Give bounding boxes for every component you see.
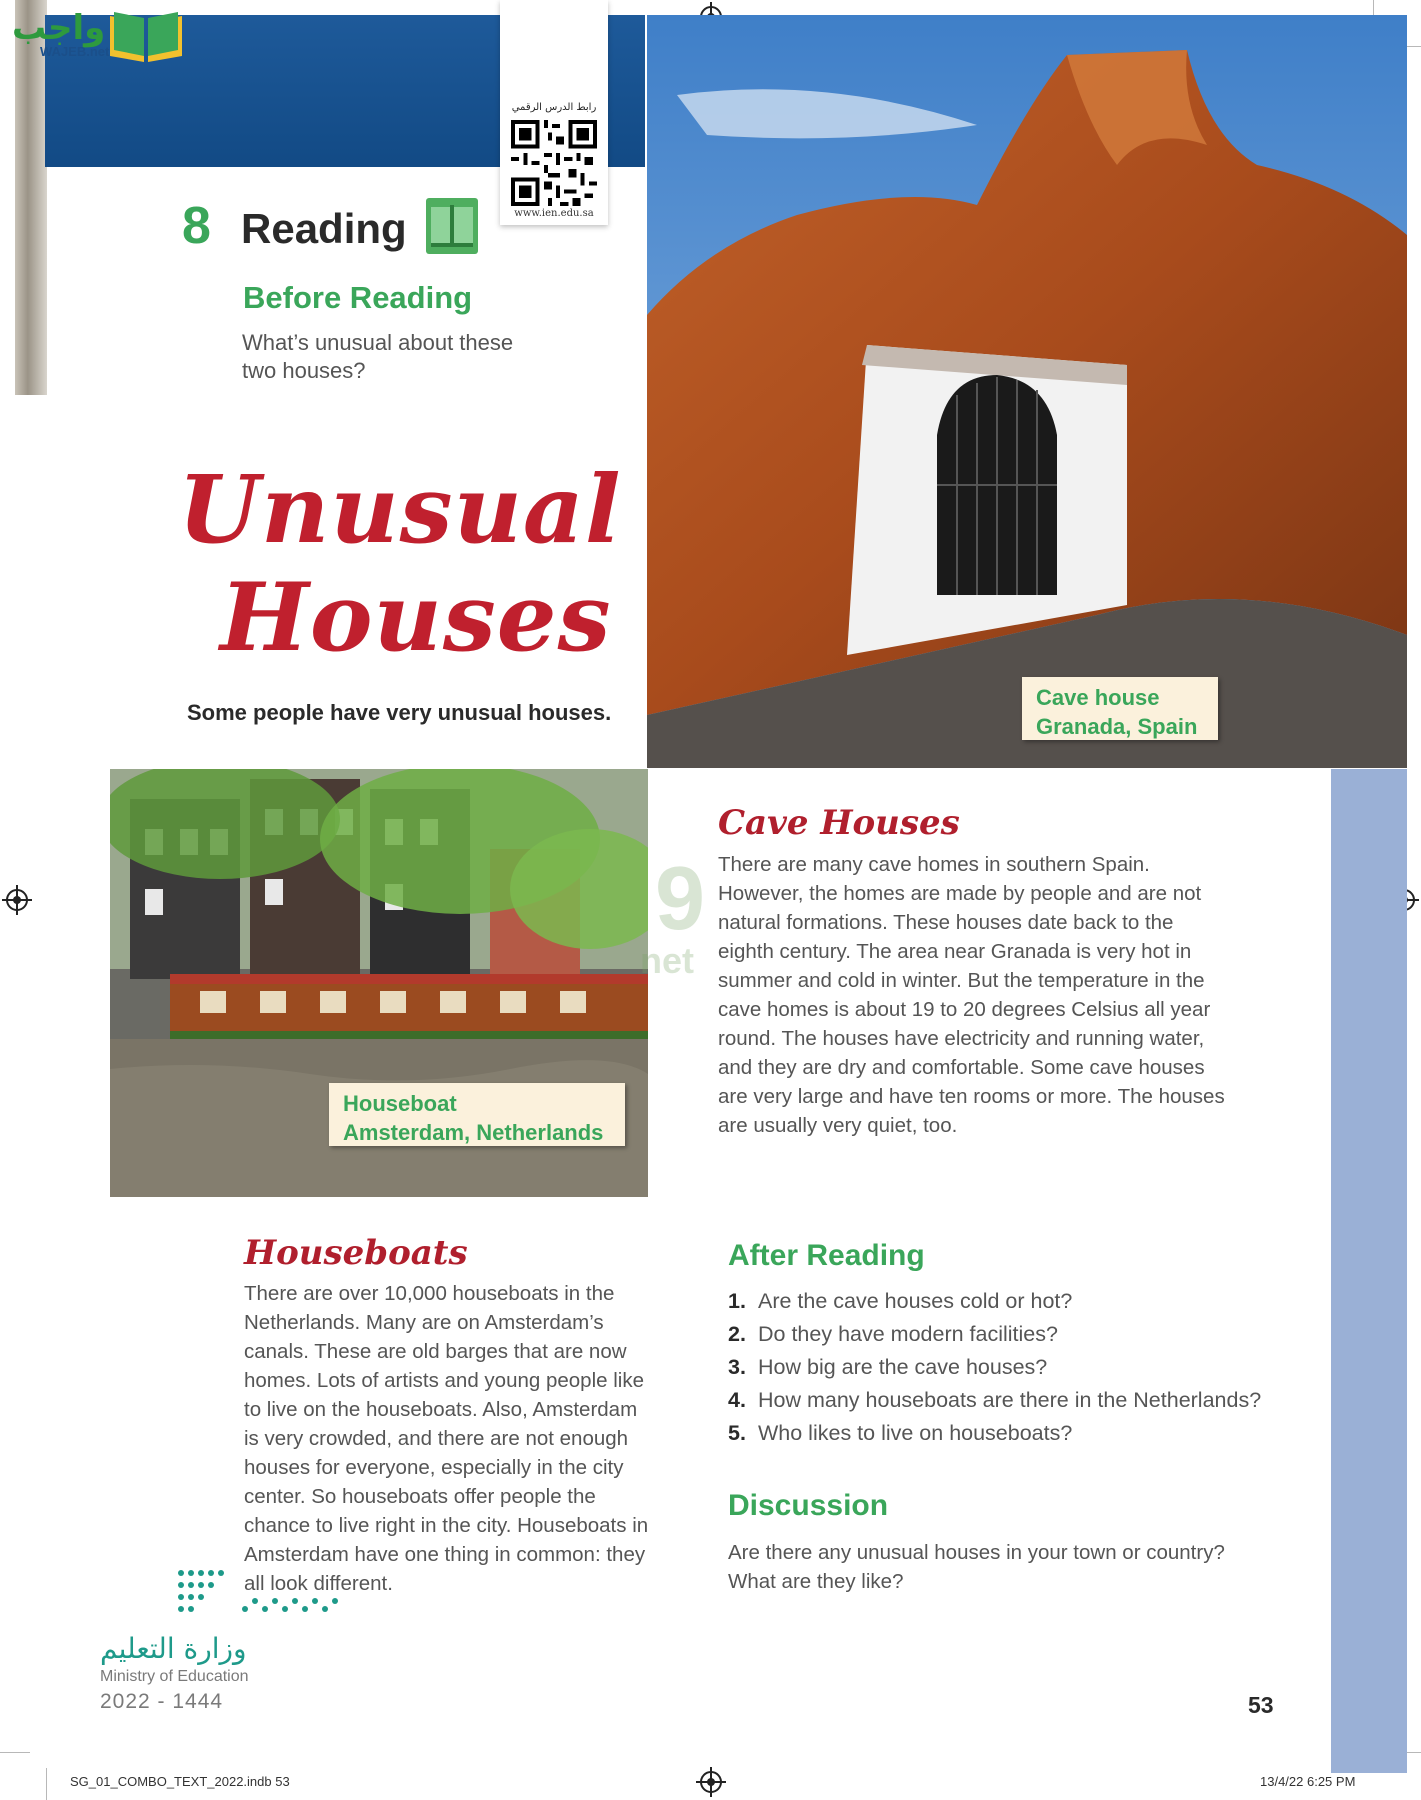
question-item [728, 1417, 1261, 1450]
site-logo-text: واجب [12, 8, 106, 48]
question-item [728, 1351, 1261, 1384]
site-logo-subtext: WAJEB.net [40, 44, 110, 59]
paragraph-line: houses for everyone, especially in the city [244, 1456, 624, 1479]
cave-house-illustration [647, 15, 1407, 768]
paragraph-line: There are over 10,000 houseboats in the [244, 1282, 615, 1305]
registration-mark-bottom [700, 1771, 722, 1793]
paragraph-line: are very large and have ten rooms or more. The houses [718, 1085, 1225, 1108]
cave-houses-title: Cave Houses [718, 803, 960, 843]
before-reading-question-line: What’s unusual about these [242, 330, 514, 355]
paragraph-line: eighth century. The area near Granada is very hot in [718, 940, 1192, 963]
caption-line: Amsterdam, Netherlands [343, 1120, 604, 1145]
houseboats-paragraph [244, 1279, 648, 1598]
digital-lesson-qr-panel[interactable] [500, 0, 608, 225]
caption-line: Granada, Spain [1036, 714, 1198, 739]
paragraph-line: canals. These are old barges that are now [244, 1340, 627, 1363]
paragraph-line: round. The houses have electricity and running water, [718, 1027, 1205, 1050]
paragraph-line: summer and cold in winter. But the temperature in the [718, 969, 1205, 992]
discussion-title: Discussion [728, 1489, 889, 1522]
question-item [728, 1384, 1261, 1417]
article-subtitle: Some people have very unusual houses. [187, 700, 612, 725]
before-reading-title: Before Reading [243, 280, 473, 315]
print-slug-date: 13/4/22 6:25 PM [1260, 1774, 1356, 1789]
paragraph-line: all look different. [244, 1572, 393, 1595]
question-text: Are the cave houses cold or hot? [758, 1289, 1073, 1313]
ministry-year: 2022 - 1444 [100, 1690, 224, 1713]
article-title-line2: Houses [220, 563, 612, 673]
discussion-line: Are there any unusual houses in your town or country? [728, 1541, 1225, 1564]
before-reading-question-line: two houses? [242, 358, 366, 383]
watermark-suffix: net [640, 940, 694, 981]
question-text: How big are the cave houses? [758, 1355, 1048, 1379]
question-number: 5. [728, 1421, 746, 1445]
caption-line: Houseboat [343, 1091, 457, 1116]
paragraph-line: are usually very quiet, too. [718, 1114, 958, 1137]
question-number: 3. [728, 1355, 746, 1379]
unit-label: Reading [241, 205, 407, 252]
page-side-bar [1331, 769, 1407, 1773]
paragraph-line: center. So houseboats offer people the [244, 1485, 596, 1508]
page-number: 53 [1248, 1692, 1274, 1718]
qr-title: رابط الدرس الرقمي [511, 102, 597, 113]
qr-code-icon[interactable] [508, 120, 600, 206]
cave-houses-paragraph [718, 850, 1225, 1140]
after-reading-title: After Reading [728, 1239, 925, 1272]
question-item [728, 1285, 1261, 1318]
after-reading-questions [728, 1285, 1261, 1450]
qr-url[interactable]: www.ien.edu.sa [514, 208, 594, 219]
question-number: 2. [728, 1322, 746, 1346]
paragraph-line: natural formations. These houses date back to the [718, 911, 1174, 934]
unit-number: 8 [182, 197, 211, 255]
paragraph-line: There are many cave homes in southern Spain. [718, 853, 1150, 876]
question-text: Who likes to live on houseboats? [758, 1421, 1073, 1445]
crop-mark-bottom-left [0, 1752, 30, 1753]
question-item [728, 1318, 1261, 1351]
paragraph-line: homes. Lots of artists and young people like [244, 1369, 644, 1392]
paragraph-line: is very crowded, and there are not enough [244, 1427, 629, 1450]
print-slug-file: SG_01_COMBO_TEXT_2022.indb 53 [70, 1774, 290, 1789]
caption-line: Cave house [1036, 685, 1160, 710]
watermark-digit: 9 [655, 849, 706, 949]
paragraph-line: and they are dry and comfortable. Some cave houses [718, 1056, 1205, 1079]
book-logo-icon [106, 6, 186, 64]
open-book-icon [426, 198, 478, 254]
paragraph-line: Amsterdam have one thing in common: they [244, 1543, 646, 1566]
ministry-name-arabic: وزارة التعليم [100, 1632, 247, 1665]
question-number: 4. [728, 1388, 746, 1412]
ministry-logo-icon [175, 1565, 340, 1617]
question-number: 1. [728, 1289, 746, 1313]
ministry-name-english: Ministry of Education [100, 1668, 249, 1685]
paragraph-line: chance to live right in the city. Houseboats in [244, 1514, 649, 1537]
paragraph-line: Netherlands. Many are on Amsterdam’s [244, 1311, 604, 1334]
discussion-line: What are they like? [728, 1570, 904, 1593]
article-title-line1: Unusual [178, 455, 622, 565]
question-text: How many houseboats are there in the Netherlands? [758, 1388, 1262, 1412]
paragraph-line: cave homes is about 19 to 20 degrees Celsius all year [718, 998, 1211, 1021]
paragraph-line: However, the homes are made by people and are not [718, 882, 1202, 905]
cave-house-caption [1022, 677, 1218, 740]
crop-mark-bottom-left-v [46, 1768, 47, 1800]
houseboats-title: Houseboats [244, 1233, 468, 1273]
cave-house-photo [647, 15, 1407, 768]
adjacent-page-strip [15, 0, 47, 395]
houseboat-caption [329, 1083, 625, 1146]
registration-mark-left [6, 889, 28, 911]
paragraph-line: to live on the houseboats. Also, Amsterdam [244, 1398, 638, 1421]
question-text: Do they have modern facilities? [758, 1322, 1058, 1346]
